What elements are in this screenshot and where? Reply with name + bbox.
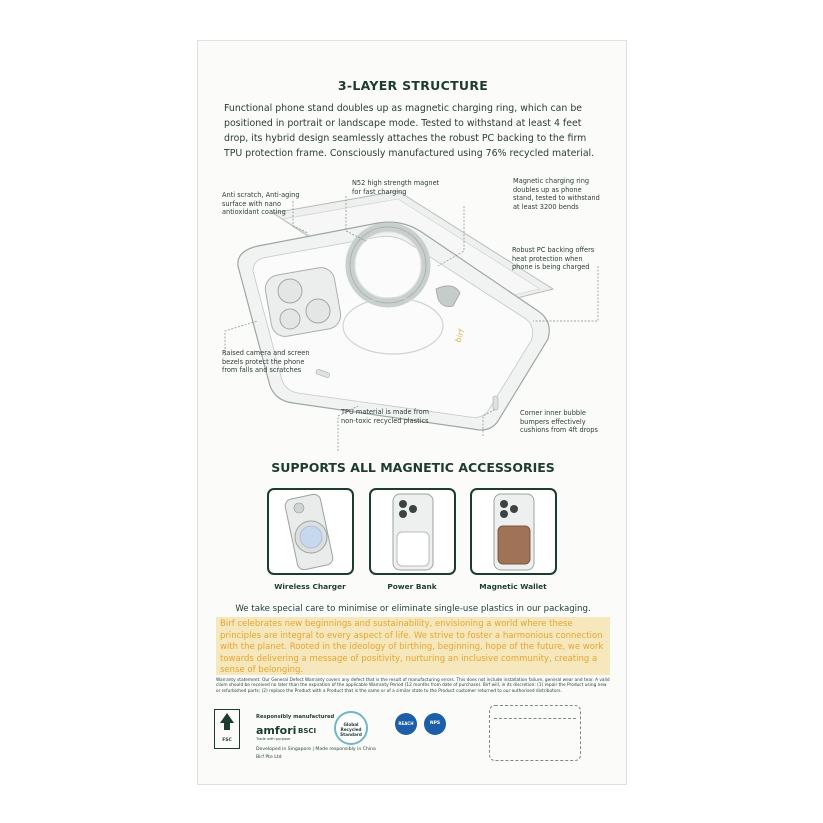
warranty-statement: Warranty statement: Our General Defect Warranty covers any defect that is the result of manufacturing errors. This does not include installation failure, general wear and tear. A valid claim should be received no later than the expiration of the applicable Warranty Period (12 months from date of purchase). Birf will, in its discretion: (1) repair the Product using new or refurbished parts; (2) replace the Product with a Product that is the same or of a similar state to the Product customer returned to our authorised distributors. xyxy=(216,678,610,694)
wireless-charger-phone-icon xyxy=(269,490,352,573)
magnetic-wallet-phone-icon xyxy=(472,490,555,573)
case-brand-mark: birf xyxy=(453,328,467,344)
tpu-frame-layer xyxy=(238,222,549,430)
nps-label: NPS xyxy=(429,721,441,726)
accessory-label-wireless-charger: Wireless Charger xyxy=(274,582,346,591)
reach-nps-badge xyxy=(395,713,417,735)
grs-logo xyxy=(334,711,368,745)
callout-charging-ring: Magnetic charging ring doubles up as phone stand, tested to withstand at least 3200 bends xyxy=(513,177,600,211)
power-bank-phone-icon xyxy=(371,490,454,573)
grs-label: Global Recycled Standard xyxy=(340,722,362,737)
company-name: Birf Pte Ltd xyxy=(256,755,282,760)
nps-badge xyxy=(424,713,446,735)
amfori-logo: amfori xyxy=(256,724,297,737)
accessory-label-power-bank: Power Bank xyxy=(387,582,437,591)
power-bank-card xyxy=(369,488,456,575)
structure-intro: Functional phone stand doubles up as magnetic charging ring, which can be positioned in portrait or landscape mode. Tested to withstand at least 4 feet drop, its hybrid design seamlessly attaches the robust PC backing to the firm TPU protection frame. Consciously manufactured using 76% recycled material. xyxy=(224,103,595,159)
callout-n52-magnet: N52 high strength magnet for fast charging xyxy=(352,179,440,196)
barcode-area xyxy=(489,705,581,761)
callout-anti-scratch: Anti scratch, Anti-aging surface with nano antioxidant coating xyxy=(222,191,300,217)
accessory-label-magnetic-wallet: Magnetic Wallet xyxy=(479,582,547,591)
callout-pc-backing: Robust PC backing offers heat protection when phone is being charged xyxy=(512,246,595,272)
tree-check-icon xyxy=(215,710,239,734)
fsc-label: FSC xyxy=(222,738,232,743)
structure-title: 3-LAYER STRUCTURE xyxy=(337,78,489,93)
packaging-note: We take special care to minimise or eliminate single-use plastics in our packaging. xyxy=(235,604,591,614)
bsci-logo: BSCI xyxy=(298,727,317,735)
amfori-subtitle: Trade with purpose xyxy=(256,737,291,741)
callout-tpu-material: TPU material is made from non-toxic recycled plastics xyxy=(341,408,430,425)
fsc-logo xyxy=(214,709,240,749)
brand-statement: Birf celebrates new beginnings and sustainability, envisioning a world where these principles are integral to every aspect of life. We strive to foster a harmonious connection with the planet. Rooted in the ideology of birthing, beginning, hope of the future, we work towards delivering a message of positivity, nurturing an inclusive community, creating a sense of belonging. xyxy=(216,617,610,675)
responsibly-manufactured: Responsibly manufactured xyxy=(256,714,335,720)
barcode-divider xyxy=(494,718,576,719)
accessories-title: SUPPORTS ALL MAGNETIC ACCESSORIES xyxy=(271,460,555,475)
reach-label: REACH xyxy=(398,721,414,726)
callout-raised-camera: Raised camera and screen bezels protect the phone from falls and scratches xyxy=(222,349,310,375)
product-packaging-card xyxy=(197,40,627,785)
callout-bubble-bumpers: Corner inner bubble bumpers effectively cushions from 4ft drops xyxy=(520,409,598,435)
developed-in: Developed in Singapore | Made responsibly in China xyxy=(256,747,376,752)
wireless-charger-card xyxy=(267,488,354,575)
magnetic-wallet-card xyxy=(470,488,557,575)
